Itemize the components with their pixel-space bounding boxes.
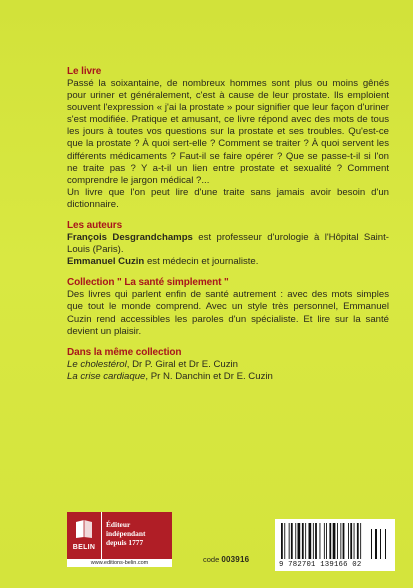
publisher-logo [67,512,172,567]
book-1-authors: , Dr P. Giral et Dr E. Cuzin [126,358,238,370]
author-1-name: François Desgrandchamps [67,232,193,244]
back-cover-text [67,66,389,392]
tagline-line-3: depuis 1777 [106,538,144,547]
tagline-line-2: indépendant [106,529,146,538]
heading-auteurs: Les auteurs [67,220,123,232]
author-2 [67,256,389,268]
livre-text-2: Un livre que l'on peut lire d'une traite sans jamais avoir besoin d'un dictionnaire. [67,186,389,210]
collection-text: Des livres qui parlent enfin de santé autrement : avec des mots simples que tout le monde comprend. Avec un style très personnel, Emmanuel Cuzin rend accessibles les paroles d'un spécialiste. Et lire sur la santé devient un plaisir. [67,289,389,337]
barcode-digits: 9 782701 139166 02 [279,561,362,569]
book-icon [75,519,93,539]
publisher-tagline [101,512,172,559]
code-label: code [203,555,220,564]
author-2-text: est médecin et journaliste. [144,256,259,268]
author-1-text: est professeur d'urologie à l'Hôpital Saint-Louis (Paris). [67,232,389,256]
isbn-barcode [275,519,395,571]
publisher-brand: BELIN [72,544,96,551]
author-2-name: Emmanuel Cuzin [67,256,145,268]
book-2-title: La crise cardiaque [67,370,146,382]
heading-meme-collection: Dans la même collection [67,346,182,358]
section-auteurs [67,220,389,268]
product-code [203,555,249,564]
section-meme-collection [67,347,389,383]
barcode-bars [281,523,389,561]
book-2-authors: , Pr N. Danchin et Dr E. Cuzin [145,370,273,382]
collection-book-1 [67,359,389,371]
heading-livre: Le livre [67,66,102,77]
publisher-mark [67,512,101,559]
heading-collection: Collection " La santé simplement " [67,277,229,289]
book-1-title: Le cholestérol [67,358,127,370]
livre-text: Passé la soixantaine, de nombreux hommes sont plus ou moins gênés pour uriner et généralement, c'est à cause de leur prostate. Ils emploient souvent l'expression « j'ai la prostate » pour signifier que leur façon d'uriner s'est modifiée. Pratique et amusant, ce livre répond avec des mots de tous les jours à toutes vos questions sur la prostate et ses troubles. Qu'est-ce que la prostate ? À quoi sert-elle ? Comment se traiter ? À quoi servent les différents médicaments ? Faut-il se faire opérer ? Que se passe-t-il si l'on ne traite pas ? Y a-t-il un lien entre prostate et sexualité ? Comment comprendre le jargon médical ?... [67,78,389,186]
author-1 [67,232,389,256]
collection-book-2 [67,371,389,383]
section-livre [67,66,389,211]
publisher-url: www.editions-belin.com [67,559,172,567]
code-number: 003916 [221,555,250,564]
section-collection [67,277,389,337]
tagline-line-1: Éditeur [106,520,131,529]
